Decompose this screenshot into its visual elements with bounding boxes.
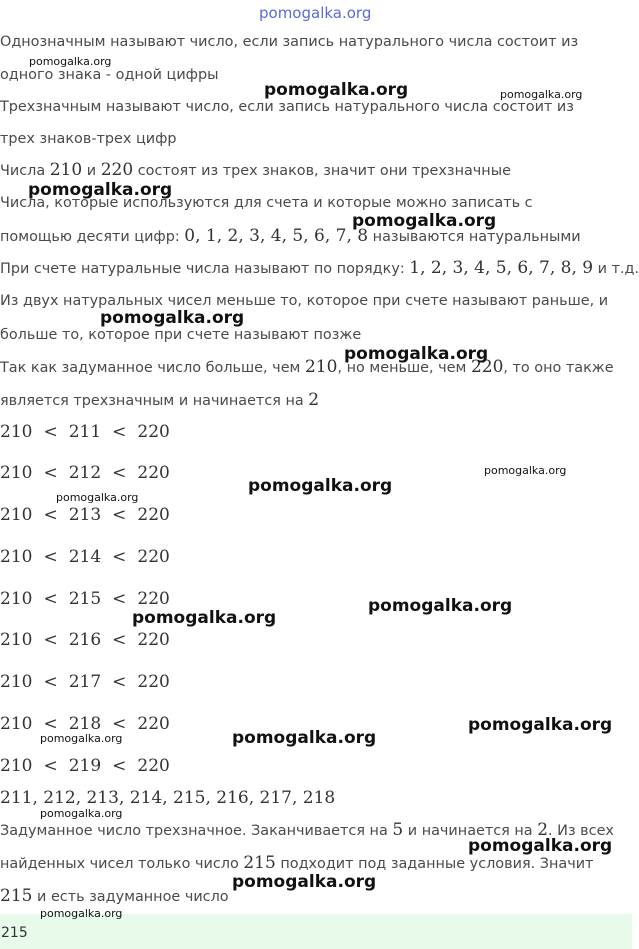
watermark: pomogalka.org xyxy=(29,55,112,68)
watermark: pomogalka.org xyxy=(344,344,489,364)
definition-one-digit-line-1: Однозначным называют число, если запись натурального числа состоит из xyxy=(0,34,579,50)
inequality-row: 210 < 217 < 220 xyxy=(0,672,170,692)
natural-numbers-line-2: помощью десяти цифр: 0, 1, 2, 3, 4, 5, 6, 7, 8 называются натуральными xyxy=(0,226,581,246)
inequality-row: 210 < 211 < 220 xyxy=(0,422,170,442)
definition-one-digit-line-2: одного знака - одной цифры xyxy=(0,67,219,83)
candidate-numbers-list: 211, 212, 213, 214, 215, 216, 217, 218 xyxy=(0,788,336,808)
watermark: pomogalka.org xyxy=(232,728,377,748)
watermark-top: pomogalka.org xyxy=(259,4,372,22)
inequality-row: 210 < 215 < 220 xyxy=(0,589,170,609)
inequality-row: 210 < 212 < 220 xyxy=(0,463,170,483)
watermark: pomogalka.org xyxy=(232,872,377,892)
watermark: pomogalka.org xyxy=(40,732,123,745)
conclusion-line-3: 215 и есть задуманное число xyxy=(0,886,229,906)
inequality-row: 210 < 216 < 220 xyxy=(0,630,170,650)
watermark: pomogalka.org xyxy=(248,476,393,496)
conclusion-line-1: Задуманное число трехзначное. Заканчивается на 5 и начинается на 2. Из всех xyxy=(0,820,614,840)
watermark: pomogalka.org xyxy=(28,180,173,200)
watermark: pomogalka.org xyxy=(40,807,123,820)
inequality-row: 210 < 214 < 220 xyxy=(0,547,170,567)
reasoning-line-2: является трехзначным и начинается на 2 xyxy=(0,390,320,410)
reasoning-line-1: Так как задуманное число больше, чем 210, но меньше, чем 220, то оно также xyxy=(0,357,614,377)
watermark: pomogalka.org xyxy=(56,491,139,504)
watermark: pomogalka.org xyxy=(40,907,123,920)
counting-order-line: При счете натуральные числа называют по порядку: 1, 2, 3, 4, 5, 6, 7, 8, 9 и т.д. xyxy=(0,258,639,278)
numbers-three-digit-line: Числа 210 и 220 состоят из трех знаков, значит они трехзначные xyxy=(0,160,511,180)
watermark: pomogalka.org xyxy=(132,608,277,628)
comparison-rule-line-2: больше то, которое при счете называют позже xyxy=(0,327,362,343)
inequality-row: 210 < 218 < 220 xyxy=(0,714,170,734)
watermark: pomogalka.org xyxy=(468,836,613,856)
watermark: pomogalka.org xyxy=(500,88,583,101)
answer-value: 215 xyxy=(1,925,28,941)
inequality-row: 210 < 213 < 220 xyxy=(0,505,170,525)
watermark: pomogalka.org xyxy=(368,596,513,616)
watermark: pomogalka.org xyxy=(352,211,497,231)
definition-three-digit-line-1: Трехзначным называют число, если запись натурального числа состоит из xyxy=(0,99,574,115)
definition-three-digit-line-2: трех знаков-трех цифр xyxy=(0,131,177,147)
watermark: pomogalka.org xyxy=(100,308,245,328)
comparison-rule-line-1: Из двух натуральных чисел меньше то, которое при счете называют раньше, и xyxy=(0,293,609,309)
conclusion-line-2: найденных чисел только число 215 подходит под заданные условия. Значит xyxy=(0,853,594,873)
watermark: pomogalka.org xyxy=(468,715,613,735)
watermark: pomogalka.org xyxy=(484,464,567,477)
inequality-row: 210 < 219 < 220 xyxy=(0,756,170,776)
watermark: pomogalka.org xyxy=(264,80,409,100)
natural-numbers-line-1: Числа, которые используются для счета и которые можно записать с xyxy=(0,195,533,211)
